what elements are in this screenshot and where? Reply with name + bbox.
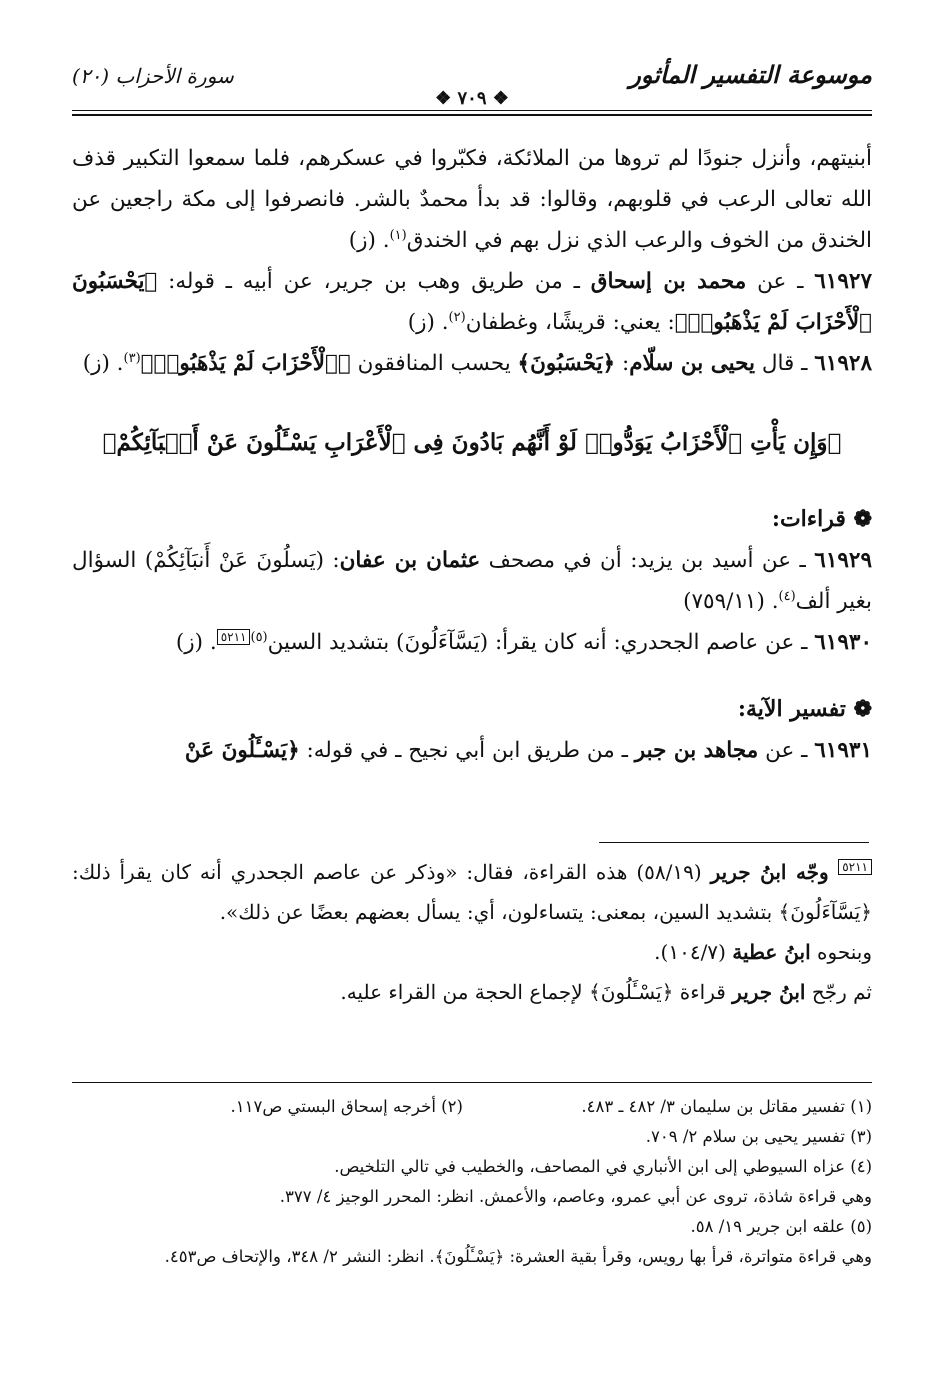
narration-number: ٦١٩٣٠ (814, 630, 872, 655)
text: قراءة ﴿يَسْـَٔلُونَ﴾ لإجماع الحجة من القراء عليه. (340, 980, 733, 1004)
footnote-marker: (٥) (250, 629, 268, 645)
text: (١٠٤/٧). (654, 940, 733, 964)
text: ـ من طريق وهب بن جرير، عن أبيه ـ قوله: (157, 269, 591, 294)
narration-61927 (72, 261, 872, 343)
main-text (72, 138, 872, 771)
note-line (72, 972, 872, 1012)
header-rule (72, 110, 872, 111)
text: (٥٨/١٩) هذه القراءة، فقال: «وذكر عن عاصم الجحدري أنه كان يقرأ ذلك: ﴿يَسَّآءَلُونَ﴾ بتشديد السين، بمعنى: يتساءلون، أي: يسأل بعضهم بعضًا عن ذلك». (72, 860, 872, 924)
page-number-value: ٧٠٩ (457, 88, 487, 109)
narration-number: ٦١٩٢٧ (814, 269, 872, 294)
text: : (يَسلُونَ عَنْ أَنبَآئِكُمْ) السؤال بغير ألف (72, 548, 872, 614)
text: . (ز) (407, 310, 449, 335)
footnote-row (72, 1092, 872, 1122)
footnote-5-cont: وهي قراءة متواترة، قرأ بها رويس، وقرأ بقية العشرة: ﴿يَسْـَٔلُونَ﴾. انظر: النشر ٢/ ٣٤٨، والإتحاف ص٤٥٣. (164, 1247, 872, 1266)
footnote-rule (72, 1082, 872, 1083)
text: ثم رجّح (805, 980, 872, 1004)
surah-title: سورة الأحزاب (٢٠) (72, 64, 234, 88)
narration-number: ٦١٩٢٩ (814, 548, 873, 573)
text: ـ عن أسيد بن يزيد: أن في مصحف (480, 548, 815, 573)
text: . (ز) (82, 351, 124, 376)
quran-quote: ﴿يَسْـَٔلُونَ عَنْ (184, 738, 300, 763)
narrator: محمد بن إسحاق (590, 269, 747, 294)
footnote-4: (٤) عزاه السيوطي إلى ابن الأنباري في المصاحف، والخطيب في تالي التلخيص. (334, 1157, 872, 1176)
footnote-marker: (٢) (448, 309, 466, 325)
narrator: مجاهد بن جبر (634, 738, 759, 763)
footnotes (72, 1092, 872, 1272)
narration-number: ٦١٩٢٨ (814, 351, 872, 376)
narrator: يحيى بن سلّام (629, 351, 755, 376)
text: . (٧٥٩/١١) (683, 589, 779, 614)
scholar-name: ابنُ جرير (732, 980, 806, 1004)
text: ـ قال (754, 351, 815, 376)
comment-reference: ٥٢١١ (838, 859, 872, 875)
page-number (72, 88, 872, 109)
scholar-name: ابنُ عطية (732, 940, 811, 964)
header-rule-thick (72, 114, 872, 116)
narration-61929 (72, 540, 872, 622)
ornament-icon: ❖ (486, 88, 509, 109)
note-line (72, 852, 872, 932)
text: يحسب المنافقون (350, 351, 518, 376)
footnote-marker: (٣) (123, 350, 141, 366)
text: : (615, 351, 630, 376)
section-qiraat (72, 499, 872, 540)
ornament-icon: ❖ (435, 88, 458, 109)
section-title: قراءات: (771, 506, 846, 532)
verse-heading: ﴿وَإِن يَأْتِ ٱلْأَحْزَابُ يَوَدُّوا۟ لَوْ أَنَّهُم بَادُونَ فِى ٱلْأَعْرَابِ يَسْـَٔلُونَ عَنْ أَنۢبَآئِكُمْ﴾ (102, 429, 842, 456)
text: ـ عن (758, 738, 815, 763)
footnote-4-cont: وهي قراءة شاذة، تروى عن أبي عمرو، وعاصم، والأعمش. انظر: المحرر الوجيز ٤/ ٣٧٧. (279, 1187, 872, 1206)
text: ـ من طريق ابن أبي نجيح ـ في قوله: (299, 738, 635, 763)
text: : يعني: قريشًا، وغطفان (465, 310, 675, 335)
section-tafsir (72, 689, 872, 730)
quran-quote: ﴿ٱلْأَحْزَابَ لَمْ يَذْهَبُوا۟﴾ (140, 351, 351, 376)
note-rule (599, 842, 869, 843)
footnote-3: (٣) تفسير يحيى بن سلام ٢/ ٧٠٩. (645, 1127, 872, 1146)
narration-61930 (72, 622, 872, 663)
footnote-marker: (١) (389, 227, 407, 243)
quran-quote: ﴿يَحْسَبُونَ﴾ (517, 351, 616, 376)
footnote-1: (١) تفسير مقاتل بن سليمان ٣/ ٤٨٢ ـ ٤٨٣. (581, 1097, 872, 1116)
text: وبنحوه (810, 940, 872, 964)
section-title: تفسير الآية: (737, 696, 846, 722)
scholar-name: وجّه ابنُ جرير (710, 860, 839, 884)
flower-icon: ❁ (853, 696, 872, 722)
narration-61931 (72, 730, 872, 771)
book-title: موسوعة التفسير المأثور (629, 60, 872, 89)
quran-quote: ﴿يَحْسَبُونَ ٱلْأَحْزَابَ لَمْ يَذْهَبُوا۟﴾ (72, 269, 872, 335)
commentary-note (72, 852, 872, 1012)
comment-reference: ٥٢١١ (217, 629, 251, 645)
footnote-2: (٢) أخرجه إسحاق البستي ص١١٧. (230, 1097, 463, 1116)
paragraph (72, 138, 872, 261)
page-header (72, 60, 872, 109)
footnote-5: (٥) علقه ابن جرير ١٩/ ٥٨. (690, 1217, 872, 1236)
narration-number: ٦١٩٣١ (814, 738, 872, 763)
text: . (ز) (348, 228, 390, 253)
text: ـ عن (746, 269, 815, 294)
narration-61928 (72, 343, 872, 384)
flower-icon: ❁ (853, 506, 872, 532)
note-line (72, 932, 872, 972)
text: أبنيتهم، وأنزل جنودًا لم تروها من الملائكة، فكبّروا في عسكرهم، فلما سمعوا التكبير قذف الله تعالى الرعب في قلوبهم، وقالوا: قد بدأ محمدٌ بالشر. فانصرفوا إلى مكة راجعين عن الخندق من الخوف والرعب الذي نزل بهم في الخندق (72, 146, 872, 253)
narrator: عثمان بن عفان (339, 548, 481, 573)
text: ـ عن عاصم الجحدري: أنه كان يقرأ: (يَسَّآءَلُونَ) بتشديد السين (267, 630, 815, 655)
footnote-marker: (٤) (778, 588, 796, 604)
text: . (ز) (175, 630, 217, 655)
